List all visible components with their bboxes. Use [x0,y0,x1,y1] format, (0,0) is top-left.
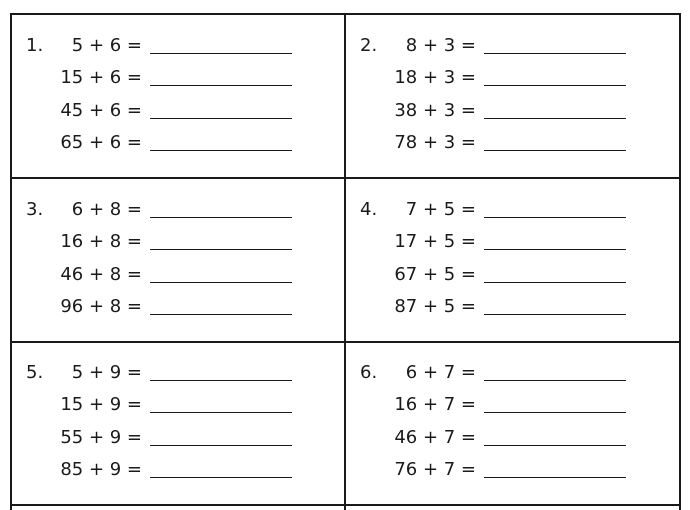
answer-blank[interactable] [484,412,626,413]
answer-blank[interactable] [484,445,626,446]
equation: 17 + 5 = [394,231,476,252]
equation: 78 + 3 = [394,132,476,153]
answer-blank[interactable] [150,477,292,478]
equation: 46 + 8 = [60,264,142,285]
answer-blank[interactable] [150,150,292,151]
equation: 46 + 7 = [394,427,476,448]
equation: 87 + 5 = [394,296,476,317]
problem-number: 3. [26,199,44,220]
equation: 18 + 3 = [394,67,476,88]
equation: 67 + 5 = [394,264,476,285]
equation: 16 + 7 = [394,394,476,415]
equation: 6 + 7 = [405,362,476,383]
problem-number: 1. [26,35,44,56]
answer-blank[interactable] [150,314,292,315]
equation: 65 + 6 = [60,132,142,153]
equation: 15 + 9 = [60,394,142,415]
problem-cell-1 [12,15,342,175]
answer-blank[interactable] [150,217,292,218]
answer-blank[interactable] [484,150,626,151]
equation: 45 + 6 = [60,100,142,121]
equation: 7 + 5 = [405,199,476,220]
equation: 8 + 3 = [405,35,476,56]
answer-blank[interactable] [484,314,626,315]
answer-blank[interactable] [484,282,626,283]
problem-cell-3 [12,179,342,339]
answer-blank[interactable] [484,85,626,86]
equation: 38 + 3 = [394,100,476,121]
answer-blank[interactable] [484,217,626,218]
answer-blank[interactable] [484,118,626,119]
problem-number: 6. [360,362,378,383]
answer-blank[interactable] [150,118,292,119]
answer-blank[interactable] [150,53,292,54]
equation: 85 + 9 = [60,459,142,480]
problem-number: 4. [360,199,378,220]
equation: 16 + 8 = [60,231,142,252]
answer-blank[interactable] [150,445,292,446]
answer-blank[interactable] [150,282,292,283]
problem-number: 5. [26,362,44,383]
equation: 5 + 9 = [71,362,142,383]
equation: 55 + 9 = [60,427,142,448]
problem-cell-6 [346,342,676,502]
answer-blank[interactable] [484,53,626,54]
answer-blank[interactable] [484,380,626,381]
equation: 15 + 6 = [60,67,142,88]
answer-blank[interactable] [150,85,292,86]
answer-blank[interactable] [484,477,626,478]
answer-blank[interactable] [150,380,292,381]
problem-number: 2. [360,35,378,56]
equation: 5 + 6 = [71,35,142,56]
problem-cell-4 [346,179,676,339]
problem-cell-2 [346,15,676,175]
equation: 6 + 8 = [71,199,142,220]
answer-blank[interactable] [150,412,292,413]
problem-cell-5 [12,342,342,502]
answer-blank[interactable] [150,249,292,250]
answer-blank[interactable] [484,249,626,250]
equation: 96 + 8 = [60,296,142,317]
equation: 76 + 7 = [394,459,476,480]
